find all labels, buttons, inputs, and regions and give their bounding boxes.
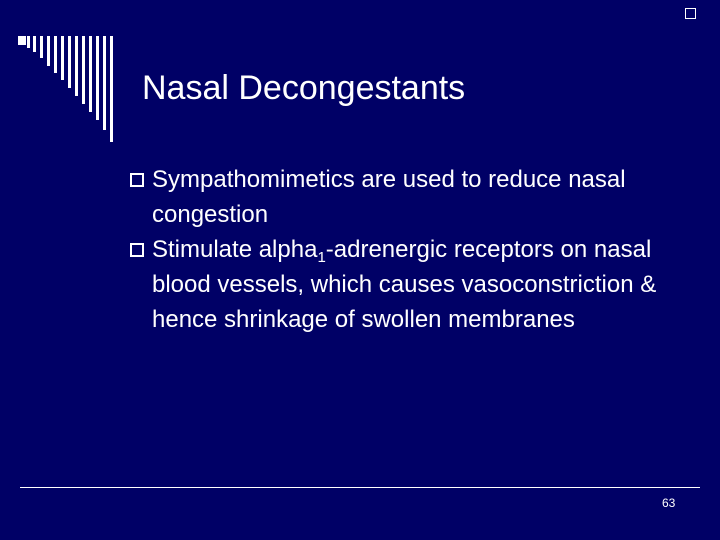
bar [61,36,64,80]
bar [54,36,57,73]
bar [75,36,78,96]
bar [33,36,36,52]
bar [89,36,92,112]
bar [68,36,71,88]
bullet-text-start: Stimulate alpha [152,236,318,263]
bar [96,36,99,120]
square-bullet-icon [130,243,144,257]
bar [82,36,85,104]
bar [47,36,50,66]
square-bullet-icon [130,173,144,187]
page-number: 63 [662,496,676,510]
bullet-text [152,236,656,333]
bar [103,36,106,130]
decorative-bars [0,0,120,150]
bullet-text: Sympathomimetics are used to reduce nasal congestion [152,166,626,228]
list-item [130,232,690,337]
bullet-text-end: -adrenergic receptors on nasal blood vessels, which causes vasoconstriction & hence shrinkage of swollen membranes [152,236,657,333]
bullet-list [130,162,690,337]
slide-title: Nasal Decongestants [142,69,466,107]
list-item [130,162,690,232]
footer-divider [20,487,700,488]
subscript: 1 [317,249,326,266]
corner-square-icon [685,8,696,19]
bar [18,36,26,45]
bar [110,36,113,142]
bar [40,36,43,58]
bar [27,36,30,48]
